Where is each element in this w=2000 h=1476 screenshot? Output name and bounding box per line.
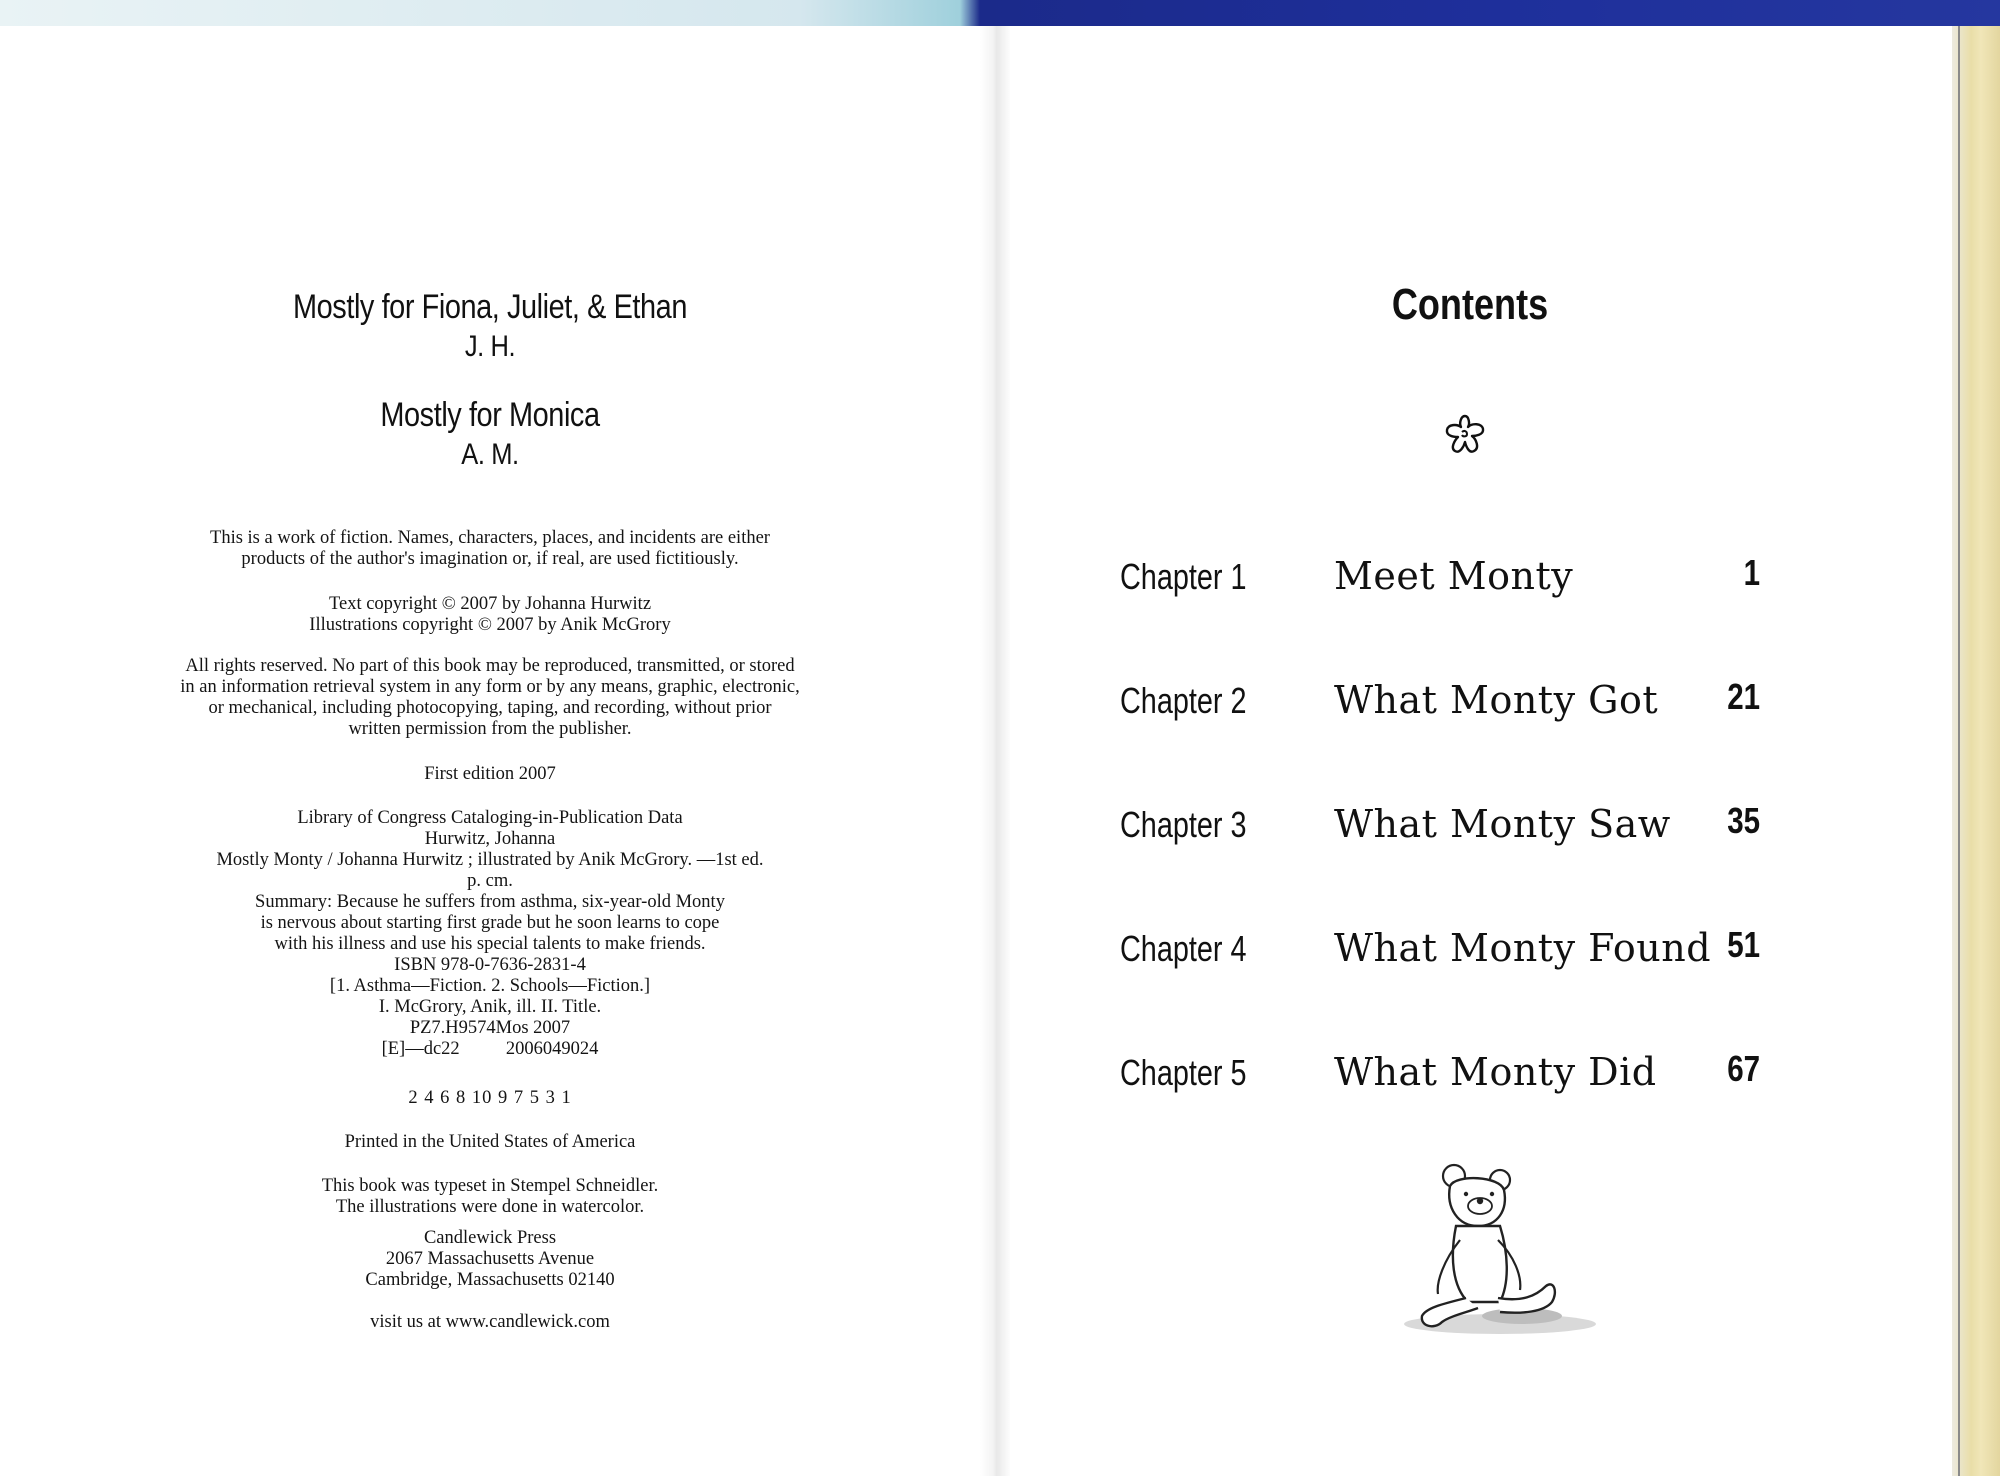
cip-line: ISBN 978-0-7636-2831-4 [394,955,586,975]
rights-notice [0,656,980,740]
typeset-note [0,1176,980,1218]
chapter-row[interactable] [1010,676,1958,740]
chapter-label: Chapter 2 [1120,680,1247,721]
chapter-page-number: 21 [1727,676,1760,717]
fiction-notice [0,528,980,570]
chapter-row[interactable] [1010,800,1958,864]
rights-line: written permission from the publisher. [348,719,632,739]
cip-line: p. cm. [467,871,513,891]
publisher-address [0,1228,980,1291]
chapter-page-number: 51 [1727,924,1760,965]
chapter-row[interactable] [1010,552,1958,616]
cip-data [0,808,980,1060]
chapter-label: Chapter 4 [1120,928,1247,969]
chapter-label: Chapter 5 [1120,1052,1247,1093]
fiction-notice-line: products of the author's imagination or, if real, are used fictitiously. [241,549,739,569]
chapter-label: Chapter 1 [1120,556,1247,597]
publisher-line: 2067 Massachusetts Avenue [385,1249,595,1269]
book-gutter [980,26,1010,1476]
chapter-page-number: 35 [1727,800,1760,841]
cip-line: Hurwitz, Johanna [424,829,556,849]
cip-line: is nervous about starting first grade but he soon learns to cope [260,913,720,933]
copyright-notice [0,594,980,636]
scan-top-edge [0,0,2000,26]
rights-line: All rights reserved. No part of this book may be reproduced, transmitted, or stored [185,656,795,676]
printing-line: 2 4 6 8 10 9 7 5 3 1 [408,1088,572,1108]
contents-title: Contents [1391,280,1549,329]
fiction-notice-line: This is a work of fiction. Names, characters, places, and incidents are either [210,528,770,548]
dedication-1-line: Mostly for Fiona, Juliet, & Ethan [293,288,687,326]
cip-line: [1. Asthma—Fiction. 2. Schools—Fiction.] [329,976,651,996]
typeset-line: This book was typeset in Stempel Schneidler. [321,1176,659,1196]
page-edge-line [1958,26,1960,1476]
cip-line: Summary: Because he suffers from asthma, six-year-old Monty [255,892,725,912]
copyright-line: Illustrations copyright © 2007 by Anik McGrory [309,615,671,635]
chapter-label: Chapter 3 [1120,804,1247,845]
typeset-line: The illustrations were done in watercolor. [335,1197,645,1217]
cip-line: Mostly Monty / Johanna Hurwitz ; illustrated by Anik McGrory. —1st ed. [216,850,764,870]
chapter-title: What Monty Got [1334,678,1659,722]
cip-line: with his illness and use his special talents to make friends. [274,934,706,954]
printed-in: Printed in the United States of America [344,1132,636,1152]
chapter-title: What Monty Found [1334,926,1712,970]
chapter-title: What Monty Saw [1334,802,1671,846]
publisher-line: Candlewick Press [423,1228,557,1248]
dedication-1-initials: J. H. [464,330,516,363]
flower-icon [1442,412,1488,458]
dedication-2-initials: A. M. [461,438,519,471]
chapter-title: Meet Monty [1334,554,1574,598]
rights-line: or mechanical, including photocopying, taping, and recording, without prior [208,698,772,718]
chapter-row[interactable] [1010,924,1958,988]
teddy-bear-illustration [1372,1156,1632,1356]
contents-page [1010,26,1958,1476]
rights-line: in an information retrieval system in any form or by any means, graphic, electronic, [180,677,800,697]
cip-line: I. McGrory, Anik, ill. II. Title. [378,997,602,1017]
chapter-title: What Monty Did [1334,1050,1657,1094]
cip-line: Library of Congress Cataloging-in-Publication Data [297,808,683,828]
dedication-2-line: Mostly for Monica [380,396,600,434]
chapter-page-number: 1 [1743,552,1760,593]
edition: First edition 2007 [424,764,556,784]
chapter-page-number: 67 [1727,1048,1760,1089]
chapter-row[interactable] [1010,1048,1958,1112]
copyright-line: Text copyright © 2007 by Johanna Hurwitz [328,594,652,614]
publisher-line: Cambridge, Massachusetts 02140 [365,1270,615,1290]
copyright-page [0,26,980,1476]
cip-line: PZ7.H9574Mos 2007 [409,1018,571,1038]
website: visit us at www.candlewick.com [370,1312,610,1332]
cip-line: [E]—dc22 2006049024 [381,1039,599,1059]
